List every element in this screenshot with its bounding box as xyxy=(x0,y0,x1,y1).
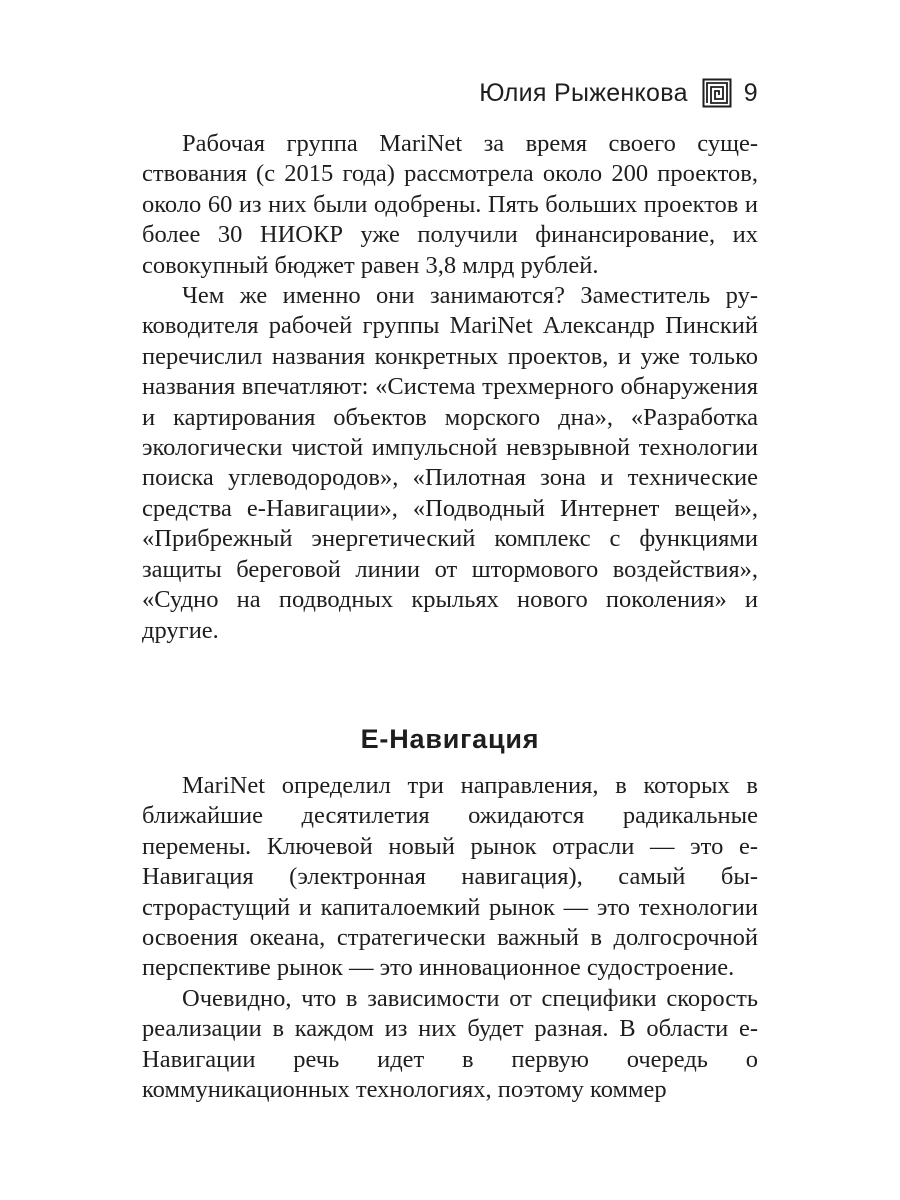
section-heading: Е-Навигация xyxy=(360,724,540,754)
header-author-name: Юлия Рыженкова xyxy=(479,78,688,107)
paragraph: Рабочая группа MariNet за время своего существования (с 2015 года) рассмотрела около 200 проектов, около 60 из них были одобрены. Пять больших проектов и более 30 НИОКР уже получили финансирование, их совокупный бюджет равен 3,8 млрд рублей. xyxy=(142,130,758,279)
body-text-section-2 xyxy=(142,771,758,1105)
paragraph: MariNet определил три направления, в которых в ближайшие десятилетия ожидаются радикальные перемены. Ключевой новый рынок отрасли — это е-Навигация (электронная навигация), самый быстрорастущий и капиталоемкий рынок — это технологии освоения океана, стратегически важный в долгосрочной перспективе рынок — это инновационное судостроение. xyxy=(142,772,758,982)
page-number: 9 xyxy=(743,78,758,107)
running-header xyxy=(479,76,758,110)
body-text-section-1 xyxy=(142,129,758,646)
paragraph: Чем же именно они занимаются? Заместитель руководителя рабочей группы MariNet Александр Пинский перечислил названия конкретных проектов, и уже только названия впечатляют: «Система трехмерного обнаружения и картирования объектов морского дна», «Разработка экологически чистой импульсной невзрывной технологии поиска углеводородов», «Пилотная зона и технические средства е-Навигации», «Подводный Интернет вещей», «Прибрежный энергетический комплекс с функциями защиты береговой линии от штормового воздействия», «Судно на подводных крыльях нового поколения» и другие. xyxy=(142,282,758,644)
paragraph: Очевидно, что в зависимости от специфики скорость реализации в каждом из них будет разная. В области е-Навигации речь идет в первую очередь о коммуникационных технологиях, поэтому коммер xyxy=(142,984,758,1104)
greek-key-ornament-icon xyxy=(702,78,732,108)
